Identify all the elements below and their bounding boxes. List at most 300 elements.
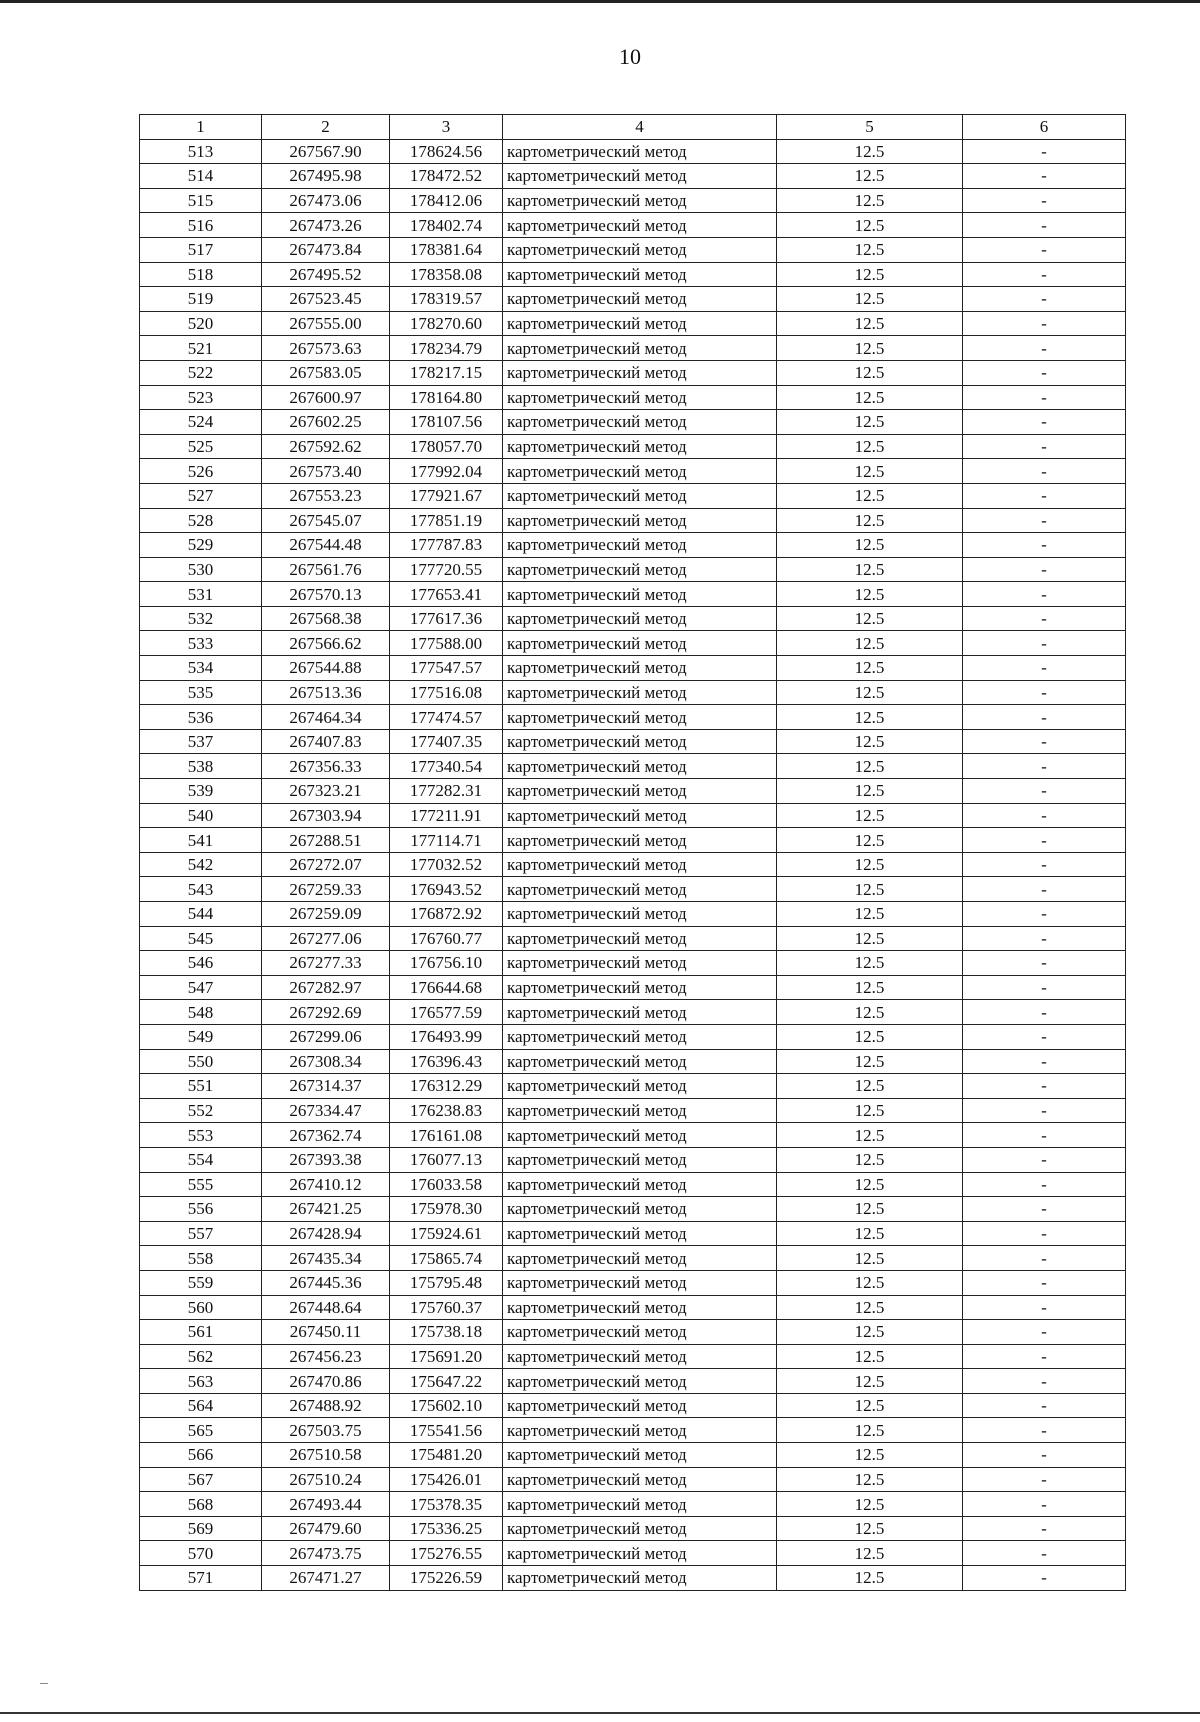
table-row bbox=[140, 606, 1126, 631]
y-coordinate-cell: 178234.79 bbox=[390, 336, 503, 361]
accuracy-cell: 12.5 bbox=[777, 902, 963, 927]
note-cell: - bbox=[963, 360, 1126, 385]
note-cell: - bbox=[963, 582, 1126, 607]
method-cell: картометрический метод bbox=[503, 188, 777, 213]
method-cell: картометрический метод bbox=[503, 803, 777, 828]
method-cell: картометрический метод bbox=[503, 1492, 777, 1517]
y-coordinate-cell: 178358.08 bbox=[390, 262, 503, 287]
method-cell: картометрический метод bbox=[503, 1246, 777, 1271]
table-row bbox=[140, 852, 1126, 877]
table-row bbox=[140, 1221, 1126, 1246]
method-cell: картометрический метод bbox=[503, 1369, 777, 1394]
x-coordinate-cell: 267573.63 bbox=[262, 336, 390, 361]
table-row bbox=[140, 656, 1126, 681]
table-row bbox=[140, 1492, 1126, 1517]
x-coordinate-cell: 267435.34 bbox=[262, 1246, 390, 1271]
method-cell: картометрический метод bbox=[503, 1344, 777, 1369]
point-number-cell: 559 bbox=[140, 1270, 262, 1295]
y-coordinate-cell: 175378.35 bbox=[390, 1492, 503, 1517]
note-cell: - bbox=[963, 237, 1126, 262]
point-number-cell: 537 bbox=[140, 729, 262, 754]
table-row bbox=[140, 1418, 1126, 1443]
accuracy-cell: 12.5 bbox=[777, 237, 963, 262]
y-coordinate-cell: 177516.08 bbox=[390, 680, 503, 705]
note-cell: - bbox=[963, 926, 1126, 951]
note-cell: - bbox=[963, 1000, 1126, 1025]
point-number-cell: 532 bbox=[140, 606, 262, 631]
note-cell: - bbox=[963, 1270, 1126, 1295]
x-coordinate-cell: 267421.25 bbox=[262, 1197, 390, 1222]
method-cell: картометрический метод bbox=[503, 729, 777, 754]
method-cell: картометрический метод bbox=[503, 336, 777, 361]
point-number-cell: 543 bbox=[140, 877, 262, 902]
x-coordinate-cell: 267323.21 bbox=[262, 779, 390, 804]
method-cell: картометрический метод bbox=[503, 237, 777, 262]
y-coordinate-cell: 177211.91 bbox=[390, 803, 503, 828]
y-coordinate-cell: 178057.70 bbox=[390, 434, 503, 459]
point-number-cell: 540 bbox=[140, 803, 262, 828]
method-cell: картометрический метод bbox=[503, 483, 777, 508]
y-coordinate-cell: 176493.99 bbox=[390, 1024, 503, 1049]
accuracy-cell: 12.5 bbox=[777, 385, 963, 410]
y-coordinate-cell: 178319.57 bbox=[390, 287, 503, 312]
accuracy-cell: 12.5 bbox=[777, 1344, 963, 1369]
accuracy-cell: 12.5 bbox=[777, 1270, 963, 1295]
accuracy-cell: 12.5 bbox=[777, 582, 963, 607]
method-cell: картометрический метод bbox=[503, 410, 777, 435]
method-cell: картометрический метод bbox=[503, 852, 777, 877]
point-number-cell: 514 bbox=[140, 164, 262, 189]
y-coordinate-cell: 175481.20 bbox=[390, 1443, 503, 1468]
method-cell: картометрический метод bbox=[503, 459, 777, 484]
accuracy-cell: 12.5 bbox=[777, 656, 963, 681]
table-row bbox=[140, 508, 1126, 533]
method-cell: картометрический метод bbox=[503, 1566, 777, 1591]
method-cell: картометрический метод bbox=[503, 557, 777, 582]
x-coordinate-cell: 267495.98 bbox=[262, 164, 390, 189]
accuracy-cell: 12.5 bbox=[777, 1049, 963, 1074]
accuracy-cell: 12.5 bbox=[777, 1172, 963, 1197]
note-cell: - bbox=[963, 680, 1126, 705]
accuracy-cell: 12.5 bbox=[777, 188, 963, 213]
accuracy-cell: 12.5 bbox=[777, 1418, 963, 1443]
method-cell: картометрический метод bbox=[503, 582, 777, 607]
note-cell: - bbox=[963, 1098, 1126, 1123]
table-row bbox=[140, 680, 1126, 705]
table-row bbox=[140, 1074, 1126, 1099]
table-row bbox=[140, 582, 1126, 607]
accuracy-cell: 12.5 bbox=[777, 533, 963, 558]
method-cell: картометрический метод bbox=[503, 828, 777, 853]
table-row bbox=[140, 1197, 1126, 1222]
y-coordinate-cell: 176033.58 bbox=[390, 1172, 503, 1197]
y-coordinate-cell: 176161.08 bbox=[390, 1123, 503, 1148]
table-row bbox=[140, 336, 1126, 361]
accuracy-cell: 12.5 bbox=[777, 1492, 963, 1517]
method-cell: картометрический метод bbox=[503, 1049, 777, 1074]
point-number-cell: 561 bbox=[140, 1320, 262, 1345]
table-row bbox=[140, 877, 1126, 902]
table-row bbox=[140, 188, 1126, 213]
note-cell: - bbox=[963, 1123, 1126, 1148]
y-coordinate-cell: 176760.77 bbox=[390, 926, 503, 951]
note-cell: - bbox=[963, 1024, 1126, 1049]
note-cell: - bbox=[963, 336, 1126, 361]
x-coordinate-cell: 267561.76 bbox=[262, 557, 390, 582]
point-number-cell: 563 bbox=[140, 1369, 262, 1394]
x-coordinate-cell: 267544.88 bbox=[262, 656, 390, 681]
accuracy-cell: 12.5 bbox=[777, 164, 963, 189]
x-coordinate-cell: 267510.24 bbox=[262, 1467, 390, 1492]
accuracy-cell: 12.5 bbox=[777, 360, 963, 385]
point-number-cell: 525 bbox=[140, 434, 262, 459]
point-number-cell: 565 bbox=[140, 1418, 262, 1443]
y-coordinate-cell: 177407.35 bbox=[390, 729, 503, 754]
table-row bbox=[140, 410, 1126, 435]
y-coordinate-cell: 177992.04 bbox=[390, 459, 503, 484]
table-row bbox=[140, 459, 1126, 484]
point-number-cell: 548 bbox=[140, 1000, 262, 1025]
x-coordinate-cell: 267473.06 bbox=[262, 188, 390, 213]
y-coordinate-cell: 178217.15 bbox=[390, 360, 503, 385]
y-coordinate-cell: 175602.10 bbox=[390, 1393, 503, 1418]
accuracy-cell: 12.5 bbox=[777, 631, 963, 656]
note-cell: - bbox=[963, 705, 1126, 730]
method-cell: картометрический метод bbox=[503, 164, 777, 189]
x-coordinate-cell: 267513.36 bbox=[262, 680, 390, 705]
method-cell: картометрический метод bbox=[503, 951, 777, 976]
accuracy-cell: 12.5 bbox=[777, 410, 963, 435]
table-row bbox=[140, 164, 1126, 189]
method-cell: картометрический метод bbox=[503, 1418, 777, 1443]
table-row bbox=[140, 1172, 1126, 1197]
column-header-5: 5 bbox=[777, 115, 963, 140]
method-cell: картометрический метод bbox=[503, 139, 777, 164]
y-coordinate-cell: 177547.57 bbox=[390, 656, 503, 681]
table-row bbox=[140, 557, 1126, 582]
x-coordinate-cell: 267282.97 bbox=[262, 975, 390, 1000]
x-coordinate-cell: 267314.37 bbox=[262, 1074, 390, 1099]
note-cell: - bbox=[963, 1566, 1126, 1591]
accuracy-cell: 12.5 bbox=[777, 1369, 963, 1394]
accuracy-cell: 12.5 bbox=[777, 729, 963, 754]
x-coordinate-cell: 267583.05 bbox=[262, 360, 390, 385]
y-coordinate-cell: 175760.37 bbox=[390, 1295, 503, 1320]
method-cell: картометрический метод bbox=[503, 1393, 777, 1418]
column-header-4: 4 bbox=[503, 115, 777, 140]
accuracy-cell: 12.5 bbox=[777, 1147, 963, 1172]
note-cell: - bbox=[963, 1074, 1126, 1099]
scan-mark bbox=[40, 1683, 48, 1684]
table-row bbox=[140, 754, 1126, 779]
point-number-cell: 566 bbox=[140, 1443, 262, 1468]
x-coordinate-cell: 267362.74 bbox=[262, 1123, 390, 1148]
x-coordinate-cell: 267277.33 bbox=[262, 951, 390, 976]
table-row bbox=[140, 1295, 1126, 1320]
point-number-cell: 547 bbox=[140, 975, 262, 1000]
y-coordinate-cell: 177588.00 bbox=[390, 631, 503, 656]
header-row bbox=[140, 115, 1126, 140]
point-number-cell: 521 bbox=[140, 336, 262, 361]
method-cell: картометрический метод bbox=[503, 311, 777, 336]
point-number-cell: 527 bbox=[140, 483, 262, 508]
y-coordinate-cell: 178412.06 bbox=[390, 188, 503, 213]
accuracy-cell: 12.5 bbox=[777, 1074, 963, 1099]
y-coordinate-cell: 176577.59 bbox=[390, 1000, 503, 1025]
note-cell: - bbox=[963, 164, 1126, 189]
note-cell: - bbox=[963, 1467, 1126, 1492]
point-number-cell: 552 bbox=[140, 1098, 262, 1123]
accuracy-cell: 12.5 bbox=[777, 1393, 963, 1418]
point-number-cell: 517 bbox=[140, 237, 262, 262]
y-coordinate-cell: 176644.68 bbox=[390, 975, 503, 1000]
point-number-cell: 542 bbox=[140, 852, 262, 877]
table-row bbox=[140, 729, 1126, 754]
method-cell: картометрический метод bbox=[503, 1147, 777, 1172]
y-coordinate-cell: 175426.01 bbox=[390, 1467, 503, 1492]
accuracy-cell: 12.5 bbox=[777, 828, 963, 853]
x-coordinate-cell: 267288.51 bbox=[262, 828, 390, 853]
y-coordinate-cell: 176872.92 bbox=[390, 902, 503, 927]
y-coordinate-cell: 175865.74 bbox=[390, 1246, 503, 1271]
x-coordinate-cell: 267473.26 bbox=[262, 213, 390, 238]
point-number-cell: 554 bbox=[140, 1147, 262, 1172]
y-coordinate-cell: 177340.54 bbox=[390, 754, 503, 779]
x-coordinate-cell: 267495.52 bbox=[262, 262, 390, 287]
method-cell: картометрический метод bbox=[503, 705, 777, 730]
point-number-cell: 539 bbox=[140, 779, 262, 804]
y-coordinate-cell: 175924.61 bbox=[390, 1221, 503, 1246]
y-coordinate-cell: 177282.31 bbox=[390, 779, 503, 804]
note-cell: - bbox=[963, 311, 1126, 336]
y-coordinate-cell: 175795.48 bbox=[390, 1270, 503, 1295]
y-coordinate-cell: 175978.30 bbox=[390, 1197, 503, 1222]
x-coordinate-cell: 267259.33 bbox=[262, 877, 390, 902]
note-cell: - bbox=[963, 287, 1126, 312]
table-row bbox=[140, 1320, 1126, 1345]
y-coordinate-cell: 175647.22 bbox=[390, 1369, 503, 1394]
y-coordinate-cell: 175691.20 bbox=[390, 1344, 503, 1369]
note-cell: - bbox=[963, 1172, 1126, 1197]
x-coordinate-cell: 267473.75 bbox=[262, 1541, 390, 1566]
table-row bbox=[140, 237, 1126, 262]
top-scan-edge bbox=[0, 0, 1200, 3]
x-coordinate-cell: 267473.84 bbox=[262, 237, 390, 262]
point-number-cell: 546 bbox=[140, 951, 262, 976]
point-number-cell: 535 bbox=[140, 680, 262, 705]
accuracy-cell: 12.5 bbox=[777, 262, 963, 287]
accuracy-cell: 12.5 bbox=[777, 1541, 963, 1566]
x-coordinate-cell: 267292.69 bbox=[262, 1000, 390, 1025]
x-coordinate-cell: 267428.94 bbox=[262, 1221, 390, 1246]
table-row bbox=[140, 483, 1126, 508]
table-row bbox=[140, 803, 1126, 828]
note-cell: - bbox=[963, 533, 1126, 558]
table-row bbox=[140, 1246, 1126, 1271]
x-coordinate-cell: 267553.23 bbox=[262, 483, 390, 508]
accuracy-cell: 12.5 bbox=[777, 1246, 963, 1271]
note-cell: - bbox=[963, 1393, 1126, 1418]
accuracy-cell: 12.5 bbox=[777, 483, 963, 508]
note-cell: - bbox=[963, 606, 1126, 631]
y-coordinate-cell: 177851.19 bbox=[390, 508, 503, 533]
method-cell: картометрический метод bbox=[503, 434, 777, 459]
table-row bbox=[140, 951, 1126, 976]
method-cell: картометрический метод bbox=[503, 926, 777, 951]
note-cell: - bbox=[963, 1295, 1126, 1320]
note-cell: - bbox=[963, 139, 1126, 164]
point-number-cell: 564 bbox=[140, 1393, 262, 1418]
note-cell: - bbox=[963, 508, 1126, 533]
x-coordinate-cell: 267470.86 bbox=[262, 1369, 390, 1394]
note-cell: - bbox=[963, 729, 1126, 754]
note-cell: - bbox=[963, 803, 1126, 828]
y-coordinate-cell: 177617.36 bbox=[390, 606, 503, 631]
table-row bbox=[140, 533, 1126, 558]
table-row bbox=[140, 360, 1126, 385]
note-cell: - bbox=[963, 656, 1126, 681]
note-cell: - bbox=[963, 1418, 1126, 1443]
x-coordinate-cell: 267566.62 bbox=[262, 631, 390, 656]
method-cell: картометрический метод bbox=[503, 779, 777, 804]
point-number-cell: 556 bbox=[140, 1197, 262, 1222]
point-number-cell: 513 bbox=[140, 139, 262, 164]
x-coordinate-cell: 267456.23 bbox=[262, 1344, 390, 1369]
table-row bbox=[140, 385, 1126, 410]
x-coordinate-cell: 267545.07 bbox=[262, 508, 390, 533]
coordinates-table bbox=[139, 114, 1126, 1591]
method-cell: картометрический метод bbox=[503, 360, 777, 385]
y-coordinate-cell: 176943.52 bbox=[390, 877, 503, 902]
method-cell: картометрический метод bbox=[503, 1443, 777, 1468]
point-number-cell: 519 bbox=[140, 287, 262, 312]
note-cell: - bbox=[963, 459, 1126, 484]
point-number-cell: 544 bbox=[140, 902, 262, 927]
table-row bbox=[140, 1000, 1126, 1025]
note-cell: - bbox=[963, 779, 1126, 804]
x-coordinate-cell: 267592.62 bbox=[262, 434, 390, 459]
y-coordinate-cell: 178624.56 bbox=[390, 139, 503, 164]
accuracy-cell: 12.5 bbox=[777, 754, 963, 779]
table-row bbox=[140, 1147, 1126, 1172]
x-coordinate-cell: 267523.45 bbox=[262, 287, 390, 312]
method-cell: картометрический метод bbox=[503, 1074, 777, 1099]
accuracy-cell: 12.5 bbox=[777, 557, 963, 582]
accuracy-cell: 12.5 bbox=[777, 213, 963, 238]
accuracy-cell: 12.5 bbox=[777, 1295, 963, 1320]
accuracy-cell: 12.5 bbox=[777, 705, 963, 730]
y-coordinate-cell: 176238.83 bbox=[390, 1098, 503, 1123]
y-coordinate-cell: 176077.13 bbox=[390, 1147, 503, 1172]
point-number-cell: 555 bbox=[140, 1172, 262, 1197]
y-coordinate-cell: 176396.43 bbox=[390, 1049, 503, 1074]
note-cell: - bbox=[963, 1049, 1126, 1074]
x-coordinate-cell: 267471.27 bbox=[262, 1566, 390, 1591]
table-row bbox=[140, 1344, 1126, 1369]
x-coordinate-cell: 267407.83 bbox=[262, 729, 390, 754]
y-coordinate-cell: 177032.52 bbox=[390, 852, 503, 877]
y-coordinate-cell: 175336.25 bbox=[390, 1516, 503, 1541]
note-cell: - bbox=[963, 975, 1126, 1000]
x-coordinate-cell: 267510.58 bbox=[262, 1443, 390, 1468]
note-cell: - bbox=[963, 951, 1126, 976]
point-number-cell: 518 bbox=[140, 262, 262, 287]
x-coordinate-cell: 267448.64 bbox=[262, 1295, 390, 1320]
point-number-cell: 553 bbox=[140, 1123, 262, 1148]
method-cell: картометрический метод bbox=[503, 606, 777, 631]
y-coordinate-cell: 178164.80 bbox=[390, 385, 503, 410]
table-row bbox=[140, 902, 1126, 927]
y-coordinate-cell: 176312.29 bbox=[390, 1074, 503, 1099]
x-coordinate-cell: 267464.34 bbox=[262, 705, 390, 730]
table-row bbox=[140, 1393, 1126, 1418]
accuracy-cell: 12.5 bbox=[777, 1197, 963, 1222]
point-number-cell: 568 bbox=[140, 1492, 262, 1517]
accuracy-cell: 12.5 bbox=[777, 508, 963, 533]
accuracy-cell: 12.5 bbox=[777, 1123, 963, 1148]
accuracy-cell: 12.5 bbox=[777, 1320, 963, 1345]
bottom-scan-edge bbox=[0, 1712, 1200, 1714]
y-coordinate-cell: 175738.18 bbox=[390, 1320, 503, 1345]
note-cell: - bbox=[963, 1541, 1126, 1566]
point-number-cell: 529 bbox=[140, 533, 262, 558]
table-row bbox=[140, 1443, 1126, 1468]
method-cell: картометрический метод bbox=[503, 902, 777, 927]
y-coordinate-cell: 178472.52 bbox=[390, 164, 503, 189]
column-header-3: 3 bbox=[390, 115, 503, 140]
y-coordinate-cell: 177474.57 bbox=[390, 705, 503, 730]
note-cell: - bbox=[963, 828, 1126, 853]
accuracy-cell: 12.5 bbox=[777, 287, 963, 312]
note-cell: - bbox=[963, 410, 1126, 435]
table-header bbox=[140, 115, 1126, 140]
y-coordinate-cell: 178270.60 bbox=[390, 311, 503, 336]
x-coordinate-cell: 267303.94 bbox=[262, 803, 390, 828]
method-cell: картометрический метод bbox=[503, 262, 777, 287]
accuracy-cell: 12.5 bbox=[777, 1024, 963, 1049]
point-number-cell: 520 bbox=[140, 311, 262, 336]
point-number-cell: 551 bbox=[140, 1074, 262, 1099]
note-cell: - bbox=[963, 1492, 1126, 1517]
note-cell: - bbox=[963, 1443, 1126, 1468]
table-row bbox=[140, 311, 1126, 336]
x-coordinate-cell: 267568.38 bbox=[262, 606, 390, 631]
table-row bbox=[140, 828, 1126, 853]
note-cell: - bbox=[963, 557, 1126, 582]
point-number-cell: 536 bbox=[140, 705, 262, 730]
point-number-cell: 528 bbox=[140, 508, 262, 533]
method-cell: картометрический метод bbox=[503, 287, 777, 312]
x-coordinate-cell: 267259.09 bbox=[262, 902, 390, 927]
method-cell: картометрический метод bbox=[503, 680, 777, 705]
column-header-1: 1 bbox=[140, 115, 262, 140]
x-coordinate-cell: 267493.44 bbox=[262, 1492, 390, 1517]
x-coordinate-cell: 267503.75 bbox=[262, 1418, 390, 1443]
x-coordinate-cell: 267570.13 bbox=[262, 582, 390, 607]
accuracy-cell: 12.5 bbox=[777, 606, 963, 631]
x-coordinate-cell: 267573.40 bbox=[262, 459, 390, 484]
table-row bbox=[140, 779, 1126, 804]
x-coordinate-cell: 267445.36 bbox=[262, 1270, 390, 1295]
point-number-cell: 531 bbox=[140, 582, 262, 607]
x-coordinate-cell: 267393.38 bbox=[262, 1147, 390, 1172]
point-number-cell: 534 bbox=[140, 656, 262, 681]
note-cell: - bbox=[963, 631, 1126, 656]
note-cell: - bbox=[963, 434, 1126, 459]
method-cell: картометрический метод bbox=[503, 1000, 777, 1025]
method-cell: картометрический метод bbox=[503, 385, 777, 410]
x-coordinate-cell: 267555.00 bbox=[262, 311, 390, 336]
